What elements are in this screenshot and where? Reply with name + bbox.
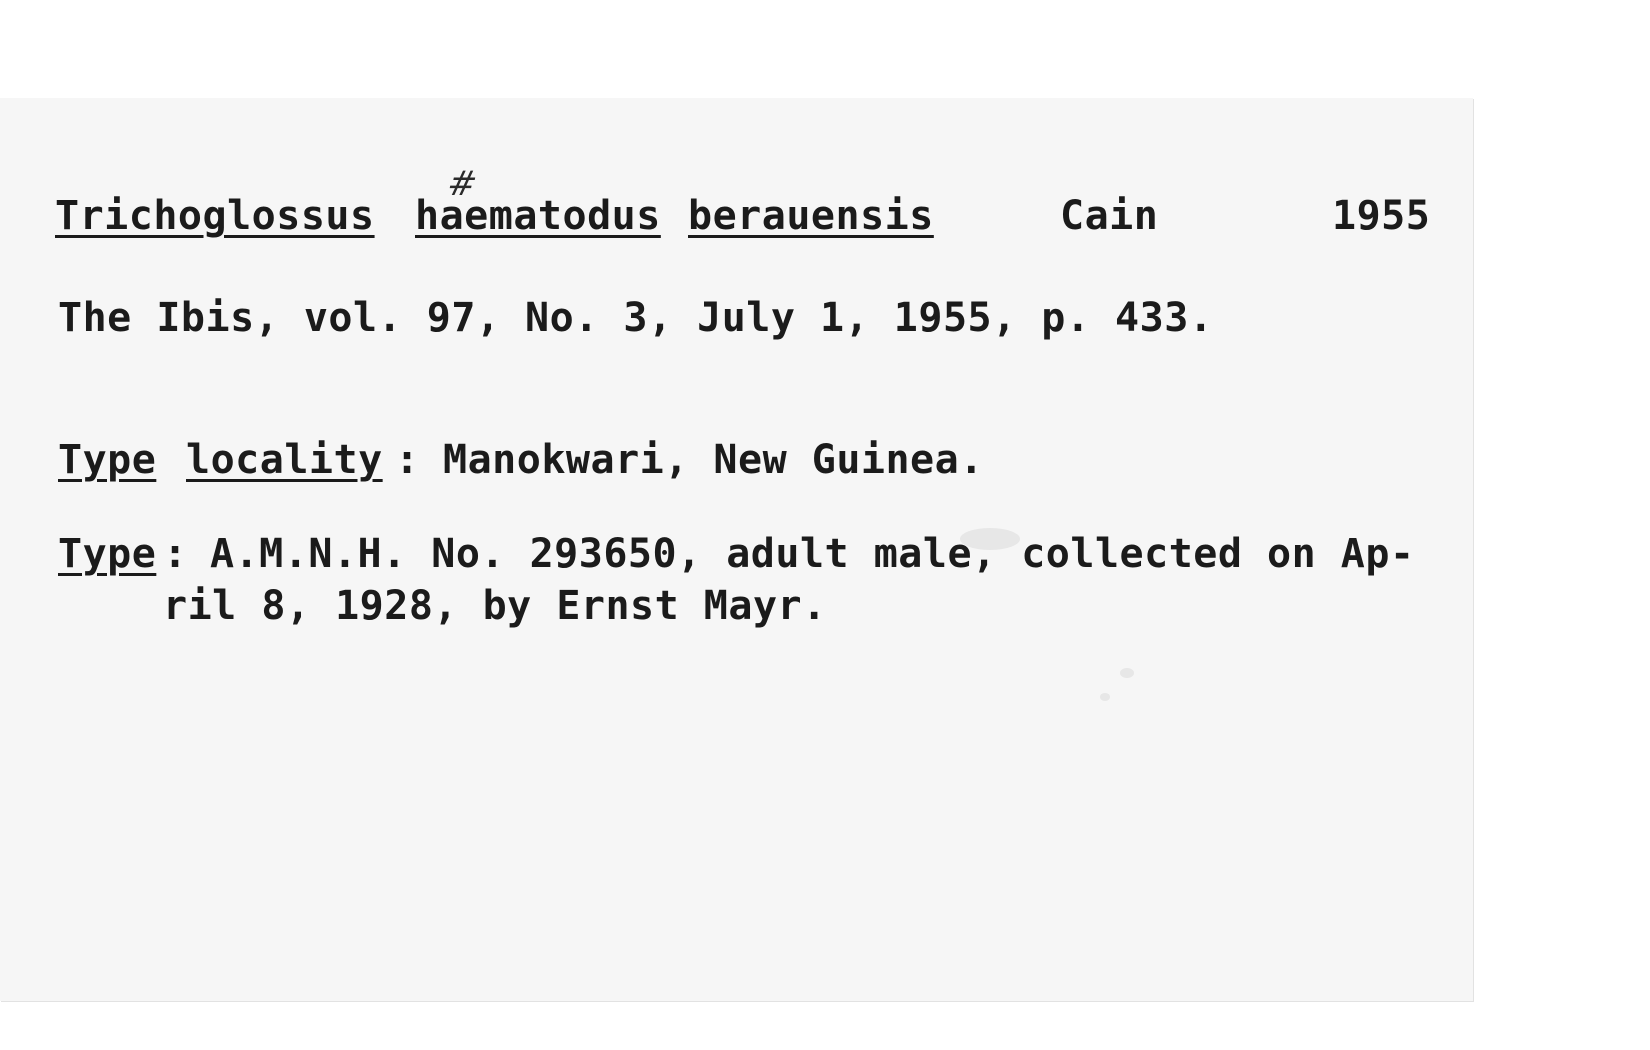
type-locality-separator: :: [395, 437, 420, 483]
type-separator: :: [163, 531, 188, 577]
subspecies-name: berauensis: [688, 193, 934, 239]
smudge-mark: [1120, 668, 1134, 678]
type-details-line-2: ril 8, 1928, by Ernst Mayr.: [163, 583, 827, 629]
index-card: [0, 98, 1473, 1001]
type-details-line-1: A.M.N.H. No. 293650, adult male, collected on Ap-: [210, 531, 1415, 577]
genus-name: Trichoglossus: [55, 193, 375, 239]
type-locality-label-type: Type: [58, 437, 157, 483]
description-year: 1955: [1332, 193, 1431, 239]
smudge-mark: [1100, 693, 1110, 701]
type-locality-value: Manokwari, New Guinea.: [443, 437, 984, 483]
author-name: Cain: [1060, 193, 1159, 239]
annotation-hash-mark: #: [443, 164, 481, 204]
citation-text: The Ibis, vol. 97, No. 3, July 1, 1955, p. 433.: [58, 295, 1214, 341]
species-name: haematodus: [415, 193, 661, 239]
type-label: Type: [58, 531, 157, 577]
type-locality-label-locality: locality: [186, 437, 383, 483]
